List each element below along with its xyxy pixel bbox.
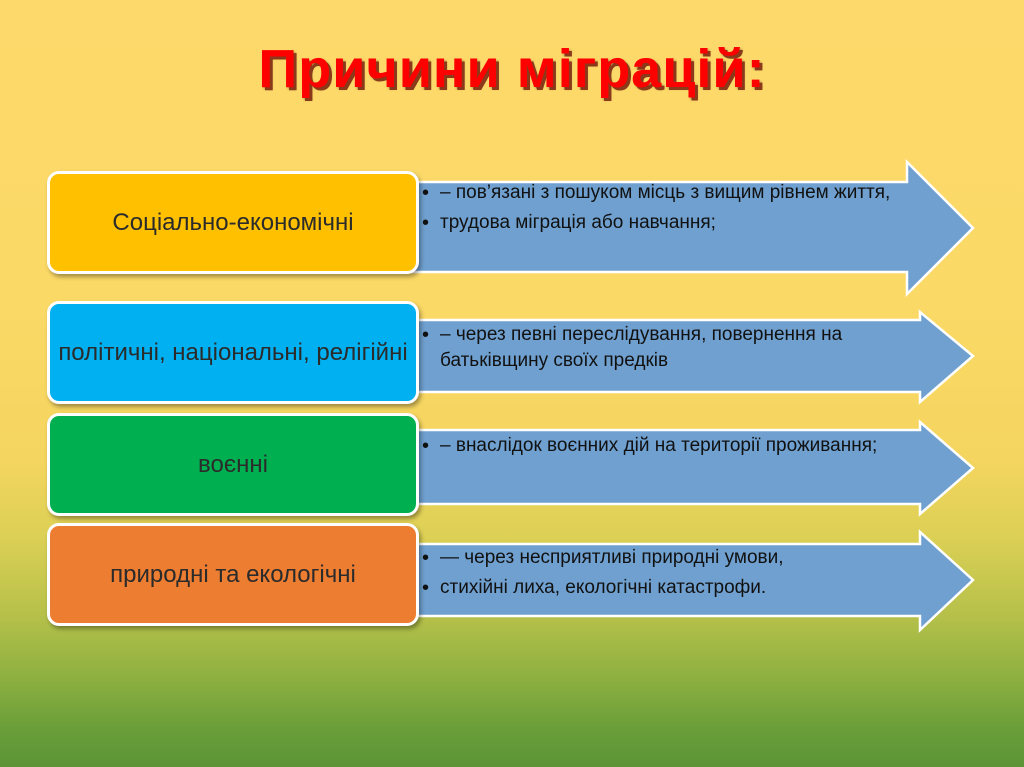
bullet-list bbox=[422, 545, 902, 605]
category-box-political bbox=[47, 301, 419, 404]
category-label: Соціально-економічні bbox=[112, 208, 354, 236]
bullet-item: • – пов’язані з пошуком місць з вищим рівнем життя, bbox=[422, 180, 892, 206]
category-box-natural-ecological bbox=[47, 523, 419, 626]
arrow-shape-row-4 bbox=[410, 530, 975, 632]
bullet-list bbox=[422, 433, 892, 463]
arrow-shape-row-2 bbox=[410, 310, 975, 405]
category-box-military bbox=[47, 413, 419, 516]
category-label: природні та екологічні bbox=[110, 560, 356, 588]
category-box-social-economic bbox=[47, 171, 419, 274]
bullet-list bbox=[422, 322, 912, 378]
arrow-shape-row-3 bbox=[410, 420, 975, 517]
bullet-item: • — через несприятливі природні умови, bbox=[422, 545, 902, 571]
category-label: політичні, національні, релігійні bbox=[58, 338, 408, 366]
bullet-item: • – внаслідок воєнних дій на території проживання; bbox=[422, 433, 892, 459]
bullet-item: • трудова міграція або навчання; bbox=[422, 210, 892, 236]
arrow-shape-row-1 bbox=[410, 160, 975, 295]
category-label: воєнні bbox=[198, 450, 268, 478]
bullet-item: • стихійні лиха, екологічні катастрофи. bbox=[422, 575, 902, 601]
bullet-item: • – через певні переслідування, повернення на батьківщину своїх предків bbox=[422, 322, 912, 374]
slide-title: Причини міграцій: bbox=[258, 39, 766, 99]
bullet-list bbox=[422, 180, 892, 240]
